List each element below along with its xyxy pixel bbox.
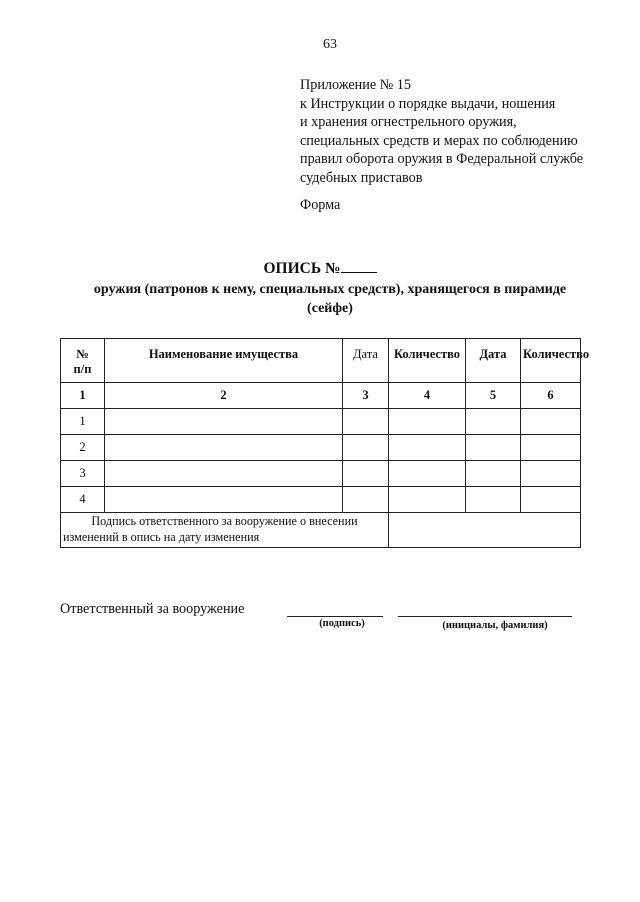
header-cell-date: Дата (466, 339, 521, 383)
column-number-row (61, 383, 581, 409)
header-cell-number (61, 339, 105, 383)
column-number-cell: 4 (389, 383, 466, 409)
row-index: 4 (61, 487, 105, 513)
responsible-label: Ответственный за вооружение (60, 601, 245, 617)
title-text: ОПИСЬ № (263, 260, 341, 277)
table-row (61, 487, 581, 513)
document-subtitle (70, 280, 590, 318)
inventory-table (60, 338, 590, 548)
table-cell[interactable] (389, 487, 466, 513)
header-cell-quantity: Количество (521, 339, 581, 383)
column-number-cell: 6 (521, 383, 581, 409)
appendix-reference (300, 76, 620, 188)
column-number-cell: 5 (466, 383, 521, 409)
appendix-line: правил оборота оружия в Федеральной службе (300, 151, 584, 168)
table-cell[interactable] (466, 461, 521, 487)
table-cell[interactable] (466, 409, 521, 435)
appendix-line: Приложение № 15 (300, 77, 411, 93)
appendix-line: специальных средств и мерах по соблюдению (300, 132, 578, 149)
row-index: 1 (61, 409, 105, 435)
table-cell[interactable] (105, 461, 343, 487)
signature-line[interactable] (287, 602, 383, 617)
table-cell[interactable] (105, 487, 343, 513)
row-index: 2 (61, 435, 105, 461)
table-header-row (61, 339, 581, 383)
table-cell[interactable] (105, 409, 343, 435)
appendix-line: и хранения огнестрельного оружия, (300, 114, 517, 131)
appendix-line: судебных приставов (300, 169, 423, 186)
table-cell[interactable] (105, 435, 343, 461)
header-cell-item-name: Наименование имущества (105, 339, 343, 383)
name-caption: (инициалы, фамилия) (442, 620, 548, 631)
column-number-cell: 2 (105, 383, 343, 409)
subtitle-line: (сейфе) (307, 301, 353, 316)
signature-cell[interactable] (389, 513, 581, 548)
header-number-label: № п/п (73, 347, 92, 376)
form-label: Форма (300, 197, 341, 213)
title-number-blank (341, 259, 377, 273)
column-number-cell: 1 (61, 383, 105, 409)
signature-row (61, 513, 581, 548)
row-index: 3 (61, 461, 105, 487)
subtitle-line: оружия (патронов к нему, специальных средств), хранящегося в пирамиде (93, 282, 567, 297)
table-row (61, 409, 581, 435)
table-cell[interactable] (389, 409, 466, 435)
table-cell[interactable] (343, 487, 389, 513)
signature-label: Подпись ответственного за вооружение о внесении изменений в опись на дату изменения (61, 513, 389, 548)
name-line[interactable] (398, 602, 572, 617)
table-row (61, 435, 581, 461)
table-cell[interactable] (521, 435, 581, 461)
column-number-cell: 3 (343, 383, 389, 409)
table-cell[interactable] (343, 409, 389, 435)
table-cell[interactable] (343, 461, 389, 487)
table-cell[interactable] (466, 435, 521, 461)
table-cell[interactable] (343, 435, 389, 461)
header-cell-date: Дата (343, 339, 389, 383)
table-cell[interactable] (521, 461, 581, 487)
table-cell[interactable] (521, 409, 581, 435)
table-cell[interactable] (521, 487, 581, 513)
signature-caption: (подпись) (319, 618, 365, 629)
table-cell[interactable] (466, 487, 521, 513)
table-cell[interactable] (389, 435, 466, 461)
document-title (0, 259, 640, 278)
table-row (61, 461, 581, 487)
table-cell[interactable] (389, 461, 466, 487)
appendix-line: к Инструкции о порядке выдачи, ношения (300, 95, 556, 112)
page-number: 63 (323, 37, 337, 52)
header-cell-quantity: Количество (389, 339, 466, 383)
